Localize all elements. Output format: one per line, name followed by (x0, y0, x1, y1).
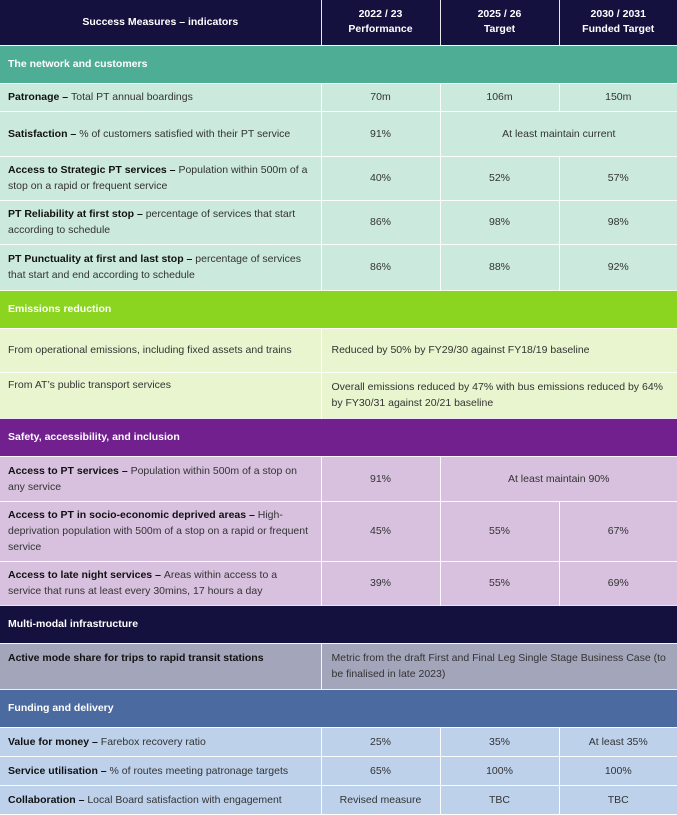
table-row (0, 156, 677, 200)
value-2030: TBC (559, 785, 677, 814)
row-label: Satisfaction – % of customers satisfied with their PT service (0, 111, 321, 156)
value-merged: Overall emissions reduced by 47% with bus emissions reduced by 64% by FY30/31 against 20/21 baseline (321, 372, 677, 418)
value-merged: Metric from the draft First and Final Leg Single Stage Business Case (to be finalised in late 2023) (321, 643, 677, 689)
value-2030: 57% (559, 156, 677, 200)
table-row (0, 200, 677, 244)
row-label: Service utilisation – % of routes meeting patronage targets (0, 756, 321, 785)
value-2025: 106m (440, 83, 559, 111)
row-label: Access to PT in socio-economic deprived areas – High-deprivation population with 500m of a stop on a rapid or frequent service (0, 501, 321, 561)
table-row (0, 244, 677, 290)
row-label: Access to late night services – Areas within access to a service that runs at least every 30mins, 17 hours a day (0, 561, 321, 605)
value-2022: 65% (321, 756, 440, 785)
row-label: Collaboration – Local Board satisfaction with engagement (0, 785, 321, 814)
value-2022: Revised measure (321, 785, 440, 814)
section-network (0, 45, 677, 83)
table-row (0, 643, 677, 689)
value-2022: 40% (321, 156, 440, 200)
table-row (0, 501, 677, 561)
value-2025: 88% (440, 244, 559, 290)
section-safety (0, 418, 677, 456)
value-2030: 150m (559, 83, 677, 111)
header-row (0, 0, 677, 45)
value-2030: 69% (559, 561, 677, 605)
value-2025: TBC (440, 785, 559, 814)
table-row (0, 372, 677, 418)
value-2022: 70m (321, 83, 440, 111)
value-2025: 52% (440, 156, 559, 200)
header-target: 2025 / 26 Target (440, 0, 559, 45)
section-multimodal (0, 605, 677, 643)
section-emissions (0, 290, 677, 328)
value-2030: 67% (559, 501, 677, 561)
value-2025: 35% (440, 727, 559, 756)
row-label: PT Punctuality at first and last stop – percentage of services that start and end according to schedule (0, 244, 321, 290)
value-2030: 92% (559, 244, 677, 290)
header-funded-target: 2030 / 2031 Funded Target (559, 0, 677, 45)
section-funding (0, 689, 677, 727)
table-row (0, 785, 677, 814)
section-title: Emissions reduction (0, 290, 677, 328)
value-2022: 86% (321, 244, 440, 290)
table-row (0, 727, 677, 756)
value-2022: 86% (321, 200, 440, 244)
header-indicators: Success Measures – indicators (0, 0, 321, 45)
section-title: Funding and delivery (0, 689, 677, 727)
row-label: Patronage – Total PT annual boardings (0, 83, 321, 111)
row-label: Active mode share for trips to rapid transit stations (0, 643, 321, 689)
row-label: Value for money – Farebox recovery ratio (0, 727, 321, 756)
table-row (0, 561, 677, 605)
section-title: The network and customers (0, 45, 677, 83)
header-performance: 2022 / 23 Performance (321, 0, 440, 45)
value-2030: At least 35% (559, 727, 677, 756)
table-row (0, 756, 677, 785)
value-2025: 55% (440, 501, 559, 561)
row-label: Access to Strategic PT services – Population within 500m of a stop on a rapid or frequent service (0, 156, 321, 200)
section-title: Safety, accessibility, and inclusion (0, 418, 677, 456)
table-row (0, 111, 677, 156)
value-2022: 91% (321, 111, 440, 156)
table-row (0, 456, 677, 501)
value-2025: 98% (440, 200, 559, 244)
value-2025: 100% (440, 756, 559, 785)
value-2022: 45% (321, 501, 440, 561)
value-2030: 98% (559, 200, 677, 244)
value-target-merged: At least maintain current (440, 111, 677, 156)
section-title: Multi-modal infrastructure (0, 605, 677, 643)
value-2030: 100% (559, 756, 677, 785)
row-label: From operational emissions, including fixed assets and trains (0, 328, 321, 372)
row-label: Access to PT services – Population within 500m of a stop on any service (0, 456, 321, 501)
value-merged: Reduced by 50% by FY29/30 against FY18/19 baseline (321, 328, 677, 372)
value-2022: 91% (321, 456, 440, 501)
table-row (0, 328, 677, 372)
row-label: From AT’s public transport services (0, 372, 321, 418)
row-label: PT Reliability at first stop – percentage of services that start according to schedule (0, 200, 321, 244)
value-2022: 39% (321, 561, 440, 605)
value-2022: 25% (321, 727, 440, 756)
value-target-merged: At least maintain 90% (440, 456, 677, 501)
table-row (0, 83, 677, 111)
value-2025: 55% (440, 561, 559, 605)
